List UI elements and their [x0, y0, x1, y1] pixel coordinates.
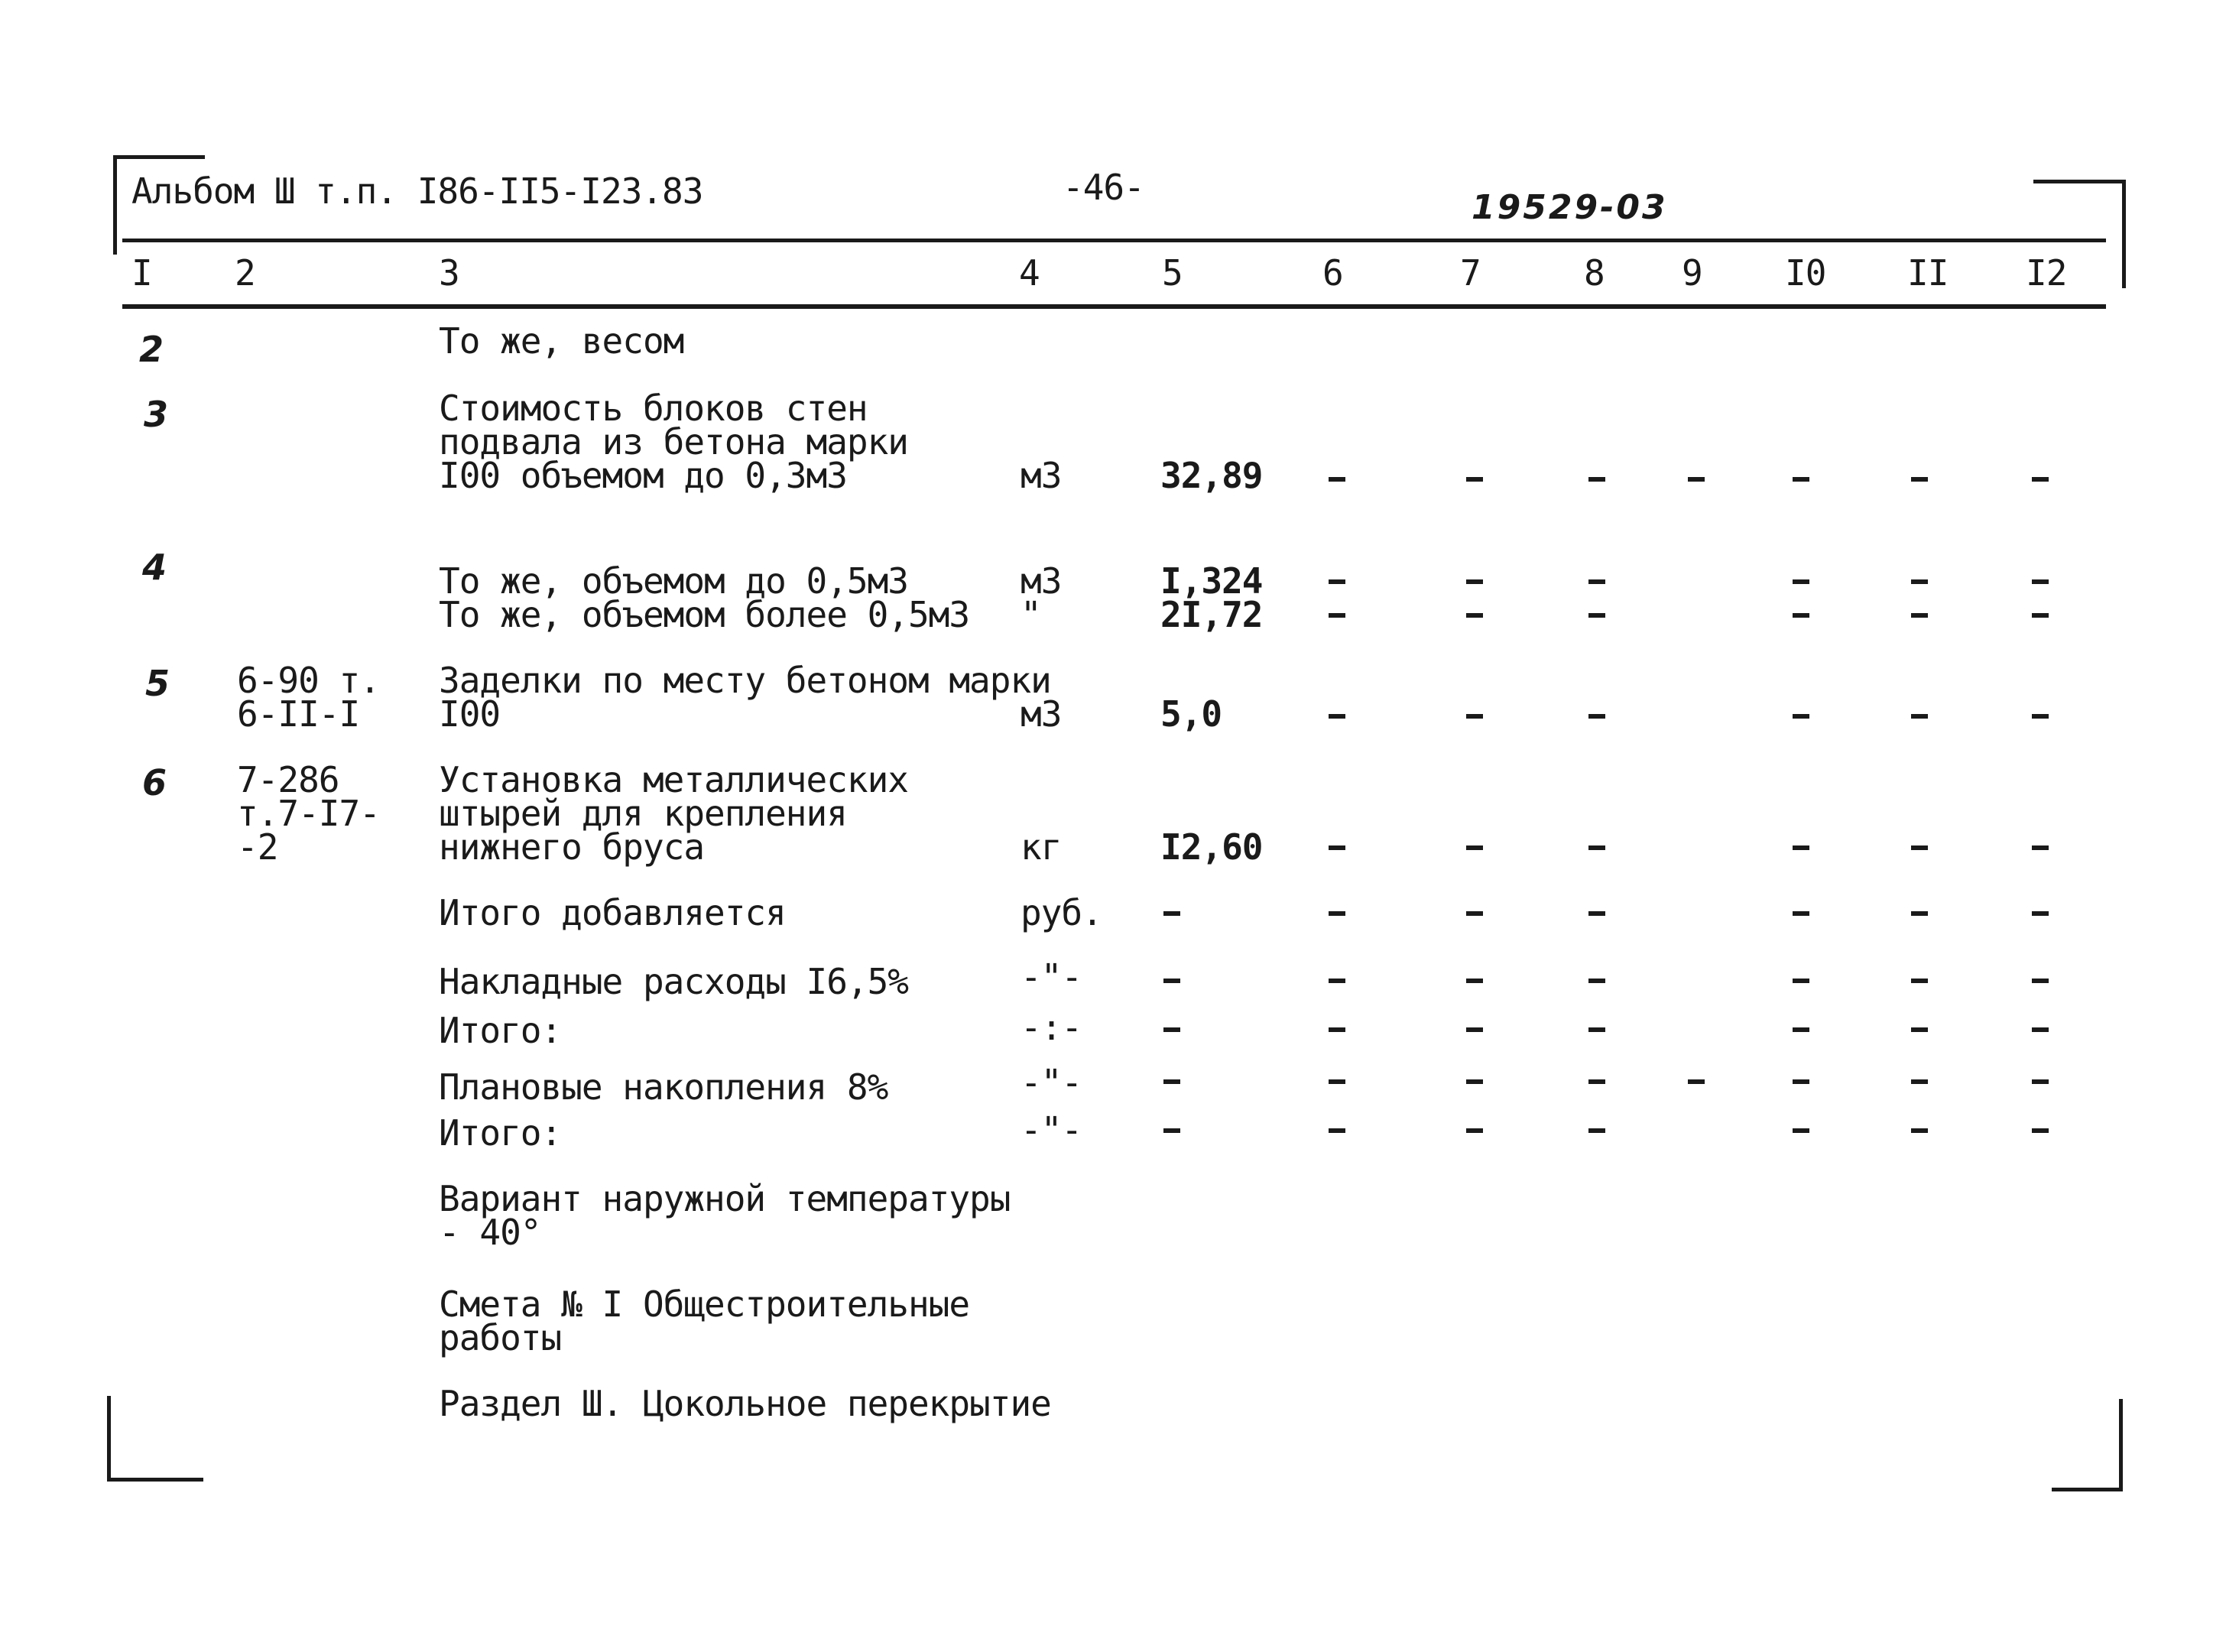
row-unit: м3: [1021, 560, 1062, 602]
column-header-12: I2: [2026, 252, 2067, 294]
row-description: I00 объемом до 0,3м3: [439, 455, 847, 496]
row-code: 7-286: [237, 759, 339, 800]
frame-top-right-vertical: [2122, 180, 2126, 288]
empty-cell-dash: [1793, 1128, 1809, 1133]
section-title: Раздел Ш. Цокольное перекрытие: [439, 1383, 1051, 1424]
empty-cell-dash: [1793, 1079, 1809, 1084]
total-label: Накладные расходы I6,5%: [439, 961, 908, 1002]
row-description: штырей для крепления: [439, 793, 847, 834]
empty-cell-dash: [1163, 979, 1180, 983]
column-header-6: 6: [1322, 252, 1343, 294]
empty-cell-dash: [1793, 477, 1809, 482]
total-label: Итого:: [439, 1010, 562, 1051]
column-header-2: 2: [235, 252, 255, 294]
frame-bottom-right-horizontal: [2052, 1488, 2123, 1491]
column-header-3: 3: [439, 252, 459, 294]
empty-cell-dash: [1466, 1027, 1483, 1032]
empty-cell-dash: [2032, 979, 2049, 983]
frame-bottom-left-vertical: [107, 1396, 111, 1482]
empty-cell-dash: [1588, 911, 1605, 916]
empty-cell-dash: [1163, 1027, 1180, 1032]
total-label: Итого добавляется: [439, 892, 786, 933]
column-header-1: I: [131, 252, 152, 294]
empty-cell-dash: [2032, 613, 2049, 618]
estimate-title: Смета № I Общестроительные: [439, 1284, 970, 1325]
empty-cell-dash: [2032, 1027, 2049, 1032]
frame-top-right-horizontal: [2033, 180, 2125, 183]
total-label: Плановые накопления 8%: [439, 1066, 888, 1108]
empty-cell-dash: [1466, 845, 1483, 850]
empty-cell-dash: [1688, 477, 1705, 482]
empty-cell-dash: [2032, 714, 2049, 719]
empty-cell-dash: [1793, 845, 1809, 850]
empty-cell-dash: [2032, 477, 2049, 482]
row-unit: м3: [1021, 455, 1062, 496]
row-number: 4: [142, 547, 167, 588]
row-value: 2I,72: [1160, 594, 1263, 635]
empty-cell-dash: [2032, 579, 2049, 584]
row-code: 6-90 т.: [237, 660, 380, 701]
empty-cell-dash: [1588, 979, 1605, 983]
empty-cell-dash: [1163, 1128, 1180, 1133]
column-header-10: I0: [1785, 252, 1826, 294]
empty-cell-dash: [1588, 845, 1605, 850]
empty-cell-dash: [1329, 714, 1345, 719]
empty-cell-dash: [1329, 1079, 1345, 1084]
row-number: 5: [145, 663, 170, 704]
empty-cell-dash: [1466, 714, 1483, 719]
header-top-rule: [122, 239, 2106, 242]
empty-cell-dash: [1911, 714, 1928, 719]
empty-cell-dash: [1588, 714, 1605, 719]
empty-cell-dash: [1688, 1079, 1705, 1084]
column-header-11: II: [1907, 252, 1949, 294]
row-description: Установка металлических: [439, 759, 908, 800]
temperature-variant-note: - 40°: [439, 1212, 541, 1253]
empty-cell-dash: [1466, 579, 1483, 584]
row-unit: ": [1021, 594, 1041, 635]
row-unit: кг: [1021, 826, 1062, 868]
empty-cell-dash: [1911, 477, 1928, 482]
row-description: нижнего бруса: [439, 826, 705, 868]
empty-cell-dash: [1466, 613, 1483, 618]
header-bottom-rule: [122, 304, 2106, 309]
empty-cell-dash: [1793, 911, 1809, 916]
row-description: То же, весом: [439, 320, 684, 362]
empty-cell-dash: [1163, 911, 1180, 916]
handwritten-code: 19529-03: [1472, 188, 1668, 227]
empty-cell-dash: [1911, 845, 1928, 850]
row-value: 32,89: [1160, 455, 1263, 496]
empty-cell-dash: [1588, 579, 1605, 584]
row-number: 2: [139, 329, 164, 370]
total-label: Итого:: [439, 1112, 562, 1154]
row-number: 6: [142, 762, 167, 803]
empty-cell-dash: [1793, 613, 1809, 618]
column-header-7: 7: [1460, 252, 1481, 294]
empty-cell-dash: [1911, 579, 1928, 584]
empty-cell-dash: [1588, 1079, 1605, 1084]
empty-cell-dash: [1911, 1079, 1928, 1084]
total-unit: -:-: [1021, 1007, 1082, 1048]
column-header-5: 5: [1162, 252, 1183, 294]
empty-cell-dash: [1329, 979, 1345, 983]
empty-cell-dash: [1329, 1027, 1345, 1032]
frame-top-left-horizontal: [115, 155, 205, 159]
frame-top-left-vertical: [113, 155, 117, 255]
empty-cell-dash: [1793, 714, 1809, 719]
empty-cell-dash: [1588, 1128, 1605, 1133]
total-unit: -"-: [1021, 1109, 1082, 1151]
total-unit: руб.: [1021, 892, 1102, 933]
row-unit: м3: [1021, 693, 1062, 735]
empty-cell-dash: [1466, 1128, 1483, 1133]
total-unit: -"-: [1021, 1062, 1082, 1103]
empty-cell-dash: [1163, 1079, 1180, 1084]
empty-cell-dash: [1793, 979, 1809, 983]
frame-bottom-left-horizontal: [107, 1478, 203, 1482]
empty-cell-dash: [2032, 1128, 2049, 1133]
row-description: То же, объемом более 0,5м3: [439, 594, 970, 635]
empty-cell-dash: [1588, 613, 1605, 618]
column-header-8: 8: [1584, 252, 1605, 294]
empty-cell-dash: [1911, 1027, 1928, 1032]
row-value: 5,0: [1160, 693, 1222, 735]
empty-cell-dash: [1329, 579, 1345, 584]
empty-cell-dash: [2032, 911, 2049, 916]
empty-cell-dash: [1588, 477, 1605, 482]
empty-cell-dash: [1329, 1128, 1345, 1133]
frame-bottom-right-vertical: [2119, 1399, 2123, 1491]
row-code: 6-II-I: [237, 693, 360, 735]
temperature-variant-note: Вариант наружной температуры: [439, 1178, 1011, 1219]
column-header-4: 4: [1019, 252, 1040, 294]
row-description: I00: [439, 693, 501, 735]
empty-cell-dash: [2032, 1079, 2049, 1084]
row-value: I2,60: [1160, 826, 1263, 868]
empty-cell-dash: [1329, 845, 1345, 850]
row-description: Стоимость блоков стен: [439, 388, 868, 429]
empty-cell-dash: [1329, 613, 1345, 618]
empty-cell-dash: [1466, 911, 1483, 916]
empty-cell-dash: [1793, 579, 1809, 584]
empty-cell-dash: [1911, 911, 1928, 916]
empty-cell-dash: [1911, 613, 1928, 618]
row-description: То же, объемом до 0,5м3: [439, 560, 908, 602]
empty-cell-dash: [1329, 477, 1345, 482]
column-header-9: 9: [1682, 252, 1702, 294]
row-value: I,324: [1160, 560, 1263, 602]
estimate-title: работы: [439, 1317, 562, 1358]
empty-cell-dash: [1588, 1027, 1605, 1032]
empty-cell-dash: [2032, 845, 2049, 850]
total-unit: -"-: [1021, 956, 1082, 998]
row-number: 3: [144, 394, 168, 435]
empty-cell-dash: [1466, 979, 1483, 983]
empty-cell-dash: [1466, 1079, 1483, 1084]
row-description: подвала из бетона марки: [439, 421, 908, 462]
row-description: Заделки по месту бетоном марки: [439, 660, 1051, 701]
row-code: т.7-I7-: [237, 793, 380, 834]
page-number: -46-: [1063, 167, 1144, 208]
row-code: -2: [237, 826, 278, 868]
empty-cell-dash: [1466, 477, 1483, 482]
empty-cell-dash: [1329, 911, 1345, 916]
empty-cell-dash: [1793, 1027, 1809, 1032]
empty-cell-dash: [1911, 1128, 1928, 1133]
empty-cell-dash: [1911, 979, 1928, 983]
album-title: Альбом Ш т.п. I86-II5-I23.83: [131, 170, 703, 212]
